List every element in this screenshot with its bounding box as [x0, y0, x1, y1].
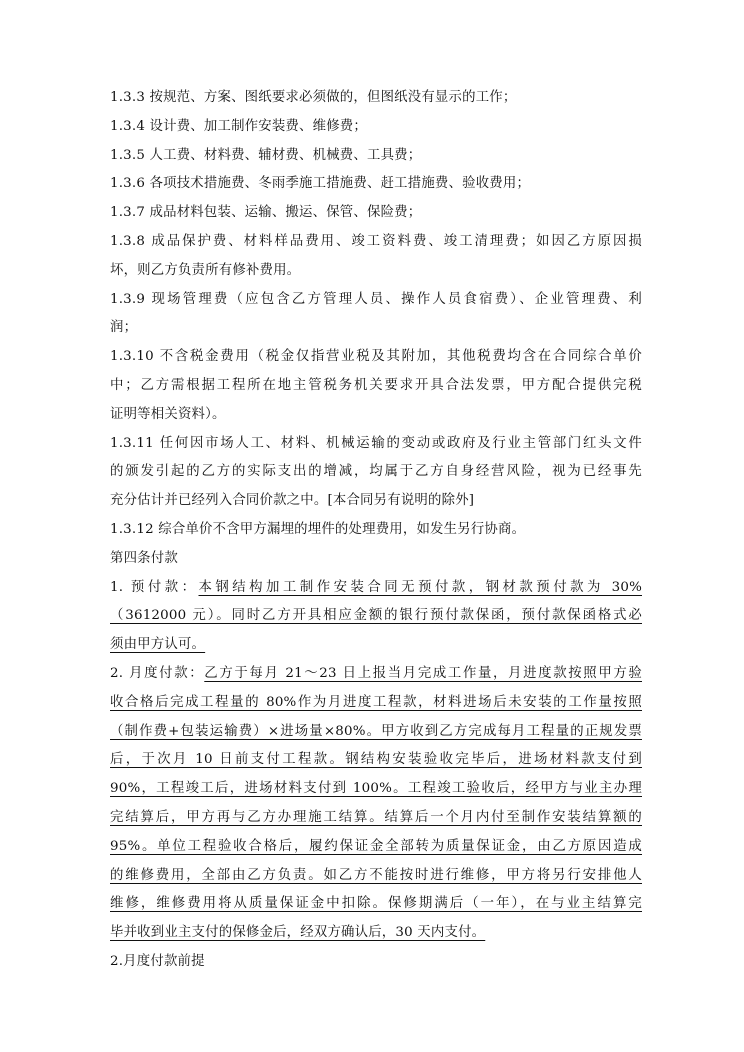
- paragraph-line: [110, 718, 642, 747]
- paragraph-line: [110, 574, 642, 603]
- paragraph-line: [110, 430, 642, 459]
- paragraph-line: [110, 516, 642, 545]
- paragraph-line: [110, 199, 642, 228]
- line-text: 1.3.3 按规范、方案、图纸要求必须做的，但图纸没有显示的工作；: [110, 90, 517, 105]
- line-text: 本钢结构加工制作安装合同无预付款，钢材款预付款为 30%: [198, 579, 642, 595]
- line-text: 1.3.6 各项技术措施费、冬雨季施工措施费、赶工措施费、验收费用；: [110, 176, 531, 192]
- line-text: 第四条付款: [110, 550, 178, 566]
- paragraph-line: [110, 862, 642, 891]
- line-text: 须由甲方认可。: [110, 637, 206, 653]
- line-text: 后，于次月 10 日前支付工程款。钢结构安装验收完毕后，进场材料款支付到: [110, 752, 642, 768]
- paragraph-line: [110, 890, 642, 919]
- line-text: 2.月度付款前提: [110, 953, 205, 969]
- line-text: （3612000 元）。同时乙方开具相应金额的银行预付款保函，预付款保函格式必: [110, 608, 642, 624]
- paragraph-line: [110, 746, 642, 775]
- document-page: [110, 84, 642, 977]
- paragraph-line: [110, 142, 642, 171]
- paragraph-line: [110, 372, 642, 401]
- line-text: 1.3.5 人工费、材料费、辅材费、机械费、工具费；: [110, 147, 422, 163]
- line-text: 1.3.7 成品材料包装、运输、搬运、保管、保险费；: [110, 205, 422, 221]
- line-text: 维修，维修费用将从质量保证金中扣除。保修期满后（一年），在与业主结算完: [110, 896, 642, 912]
- line-text: 的维修费用，全部由乙方负责。如乙方不能按时进行维修，甲方将另行安排他人: [110, 867, 642, 883]
- line-text: 90%，工程竣工后，进场材料支付到 100%。工程竣工验收后，经甲方与业主办理: [110, 781, 642, 797]
- line-text: 坏，则乙方负责所有修补费用。: [110, 262, 301, 278]
- paragraph-line: [110, 631, 642, 660]
- line-text: 润；: [110, 320, 138, 336]
- line-text: 1.3.12 综合单价不含甲方漏埋的埋件的处理费用，如发生另行协商。: [110, 521, 526, 537]
- paragraph-line: [110, 401, 642, 430]
- paragraph-line: [110, 458, 642, 487]
- paragraph-line: [110, 170, 642, 199]
- line-text: 1.3.8 成品保护费、材料样品费用、竣工资料费、竣工清理费；如因乙方原因损: [110, 233, 642, 249]
- paragraph-line: [110, 113, 642, 142]
- paragraph-line: [110, 804, 642, 833]
- paragraph-line: [110, 919, 642, 948]
- line-text: 完结算后，甲方再与乙方办理施工结算。结算后一个月内付至制作安装结算额的: [110, 809, 642, 825]
- paragraph-line: [110, 775, 642, 804]
- paragraph-line: [110, 228, 642, 257]
- line-text: 1.3.10 不含税金费用（税金仅指营业税及其附加，其他税费均含在合同综合单价: [110, 349, 642, 365]
- line-text: 毕并收到业主支付的保修金后，经双方确认后，30 天内支付。: [110, 925, 486, 941]
- paragraph-line: [110, 257, 642, 286]
- line-text: 乙方于每月 21～23 日上报当月完成工作量，月进度款按照甲方验: [204, 665, 642, 681]
- clause-label: 2. 月度付款：: [110, 665, 205, 681]
- paragraph-line: [110, 660, 642, 689]
- paragraph-line: [110, 286, 642, 315]
- paragraph-line: [110, 487, 642, 516]
- paragraph-line: [110, 314, 642, 343]
- paragraph-line: [110, 602, 642, 631]
- paragraph-line: [110, 833, 642, 862]
- line-text: 收合格后完成工程量的 80%作为月进度工程款，材料进场后未安装的工作量按照: [110, 694, 642, 710]
- clause-label: 1. 预付款：: [110, 579, 199, 595]
- line-text: 的颁发引起的乙方的实际支出的增减，均属于乙方自身经营风险，视为已经事先: [110, 464, 642, 480]
- line-text: 1.3.4 设计费、加工制作安装费、维修费；: [110, 118, 367, 134]
- line-text: 1.3.11 任何因市场人工、材料、机械运输的变动或政府及行业主管部门红头文件: [110, 435, 642, 451]
- paragraph-line: [110, 84, 642, 113]
- line-text: 充分估计并已经列入合同价款之中。[本合同另有说明的除外]: [110, 493, 475, 509]
- paragraph-line: [110, 545, 642, 574]
- line-text: 1.3.9 现场管理费（应包含乙方管理人员、操作人员食宿费）、企业管理费、利: [110, 291, 642, 307]
- paragraph-line: [110, 689, 642, 718]
- line-text: （制作费+包装运输费）×进场量×80%。甲方收到乙方完成每月工程量的正规发票: [110, 723, 642, 739]
- paragraph-line: [110, 948, 642, 977]
- paragraph-line: [110, 343, 642, 372]
- line-text: 95%。单位工程验收合格后，履约保证金全部转为质量保证金，由乙方原因造成: [110, 838, 642, 854]
- line-text: 证明等相关资料）。: [110, 406, 226, 422]
- line-text: 中；乙方需根据工程所在地主管税务机关要求开具合法发票，甲方配合提供完税: [110, 377, 642, 393]
